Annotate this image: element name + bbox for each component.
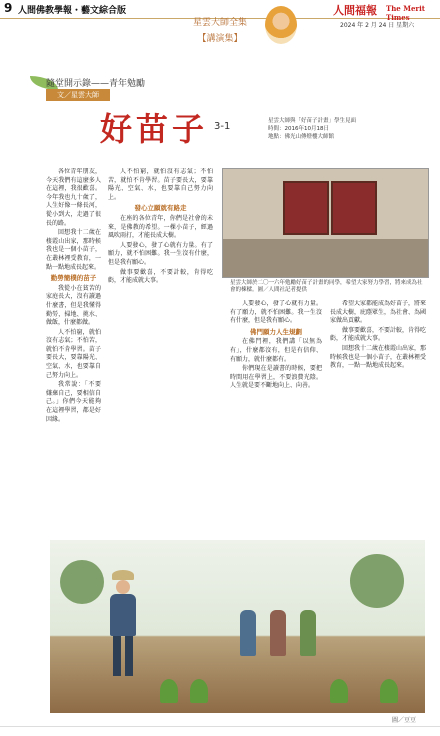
child-figure [300, 610, 316, 656]
tree-shape [60, 560, 104, 604]
paragraph: 希望大家都能成為好苗子，將來長成大樹，庇蔭眾生，為社會、為國家做出貢獻。 [330, 300, 426, 325]
photo-floor [223, 239, 428, 277]
photo-caption: 星雲大師於二〇一六年勉勵好苗子計畫的同學，希望大家努力學習，將來成為社會的棟樑。圖／人間社記者提供 [230, 280, 423, 294]
article-title: 好苗子 [100, 110, 209, 148]
paragraph: 人要發心，發了心就有力量。有了願力，就不怕困難。我一生沒有什麼，但是我有願心。 [230, 300, 322, 325]
paragraph: 各位青年朋友，今天我們有這麼多人在這裡，我很歡喜。今年我也九十歲了，人生好像一條長河，從小到大，走過了很長的路。 [46, 168, 101, 227]
meta-line: 時間：2016年10月18日 [268, 126, 329, 132]
article-kicker: 隨堂開示錄——青年勉勵 [46, 79, 146, 89]
series-title: 星雲大師全集 [192, 18, 247, 28]
paragraph: 我常說：「不要嫌棄自己，要相信自己。」你們今天能夠在這裡學習，都是好因緣。 [46, 381, 101, 423]
child-figure [240, 610, 256, 656]
dateline: 2024 年 2 月 24 日 星期六 [340, 22, 415, 29]
section-subhead: 勤勞簡樸的苗子 [50, 274, 97, 283]
body-column-2 [108, 168, 213, 538]
section-subhead: 發心立願就有路走 [134, 204, 187, 213]
farm-illustration [50, 540, 425, 713]
tree-shape [350, 554, 404, 608]
section-subhead: 佛門願力人生規劃 [250, 327, 302, 336]
illustration-credit: 圖／豆豆 [392, 717, 417, 724]
event-photo [222, 168, 429, 278]
paragraph: 我從小在貧苦的家庭長大，沒有讀過什麼書，但是我懂得勤勞，掃地、挑水、做飯，什麼都做。 [46, 284, 101, 327]
paragraph: 在佛門裡，我們講「以無為有」，什麼都沒有，但是有信仰、有願力，就什麼都有。 [230, 338, 322, 363]
seedling-shape [190, 679, 208, 703]
page-number: 9 [4, 1, 13, 15]
paragraph: 做事要歡喜，不要計較，肯得吃虧，才能成就大事。 [108, 268, 213, 285]
series-subtitle: 【講演集】 [197, 34, 243, 44]
paragraph: 在座的各位青年，你們是社會的未來，是佛教的希望。一棵小苗子，經過風吹雨打，才能長成大樹。 [108, 214, 213, 240]
master-portrait-image [265, 6, 297, 44]
child-figure [270, 610, 286, 656]
paragraph: 人要發心，發了心就有力量。有了願力，就不怕困難。我一生沒有什麼，但是我有願心。 [108, 241, 213, 266]
page-name: 人間佛教學報・藝文綜合版 [18, 6, 127, 16]
newspaper-logo-en: The Merit Times [386, 4, 425, 22]
seedling-shape [380, 679, 398, 703]
photo-panel [283, 181, 329, 235]
paragraph: 人不怕窮，就怕沒有志氣；不怕苦，就怕不肯學習。苗子要長大，要靠陽光、空氣、水，也要靠自己努力向上。 [108, 168, 213, 201]
article-meta [268, 117, 436, 141]
farmer-figure [106, 570, 140, 680]
newspaper-logo: 人間福報 [333, 4, 377, 17]
body-column-3 [230, 300, 322, 538]
meta-line: 地點：佛光山傳燈樓大師館 [268, 134, 335, 140]
paragraph: 回想我十二歲在棲霞山出家，那時候我也是一個小苗子，在叢林裡受教育，一點一點地成長起來。 [330, 344, 426, 370]
body-column-4 [330, 300, 426, 538]
paragraph: 人不怕窮，就怕沒有志氣；不怕苦，就怕不肯學習。苗子要長大，要靠陽光、空氣、水，也要靠自己努力向上。 [46, 328, 101, 379]
meta-line: 星雲大師與「好苗子計畫」學生見面 [268, 118, 357, 124]
article-part: 3-1 [214, 121, 231, 132]
seedling-shape [330, 679, 348, 703]
photo-panel [331, 181, 377, 235]
paragraph: 你們現在是讀書的時候，要把時間用在學習上，不要浪費光陰。人生就是要不斷地向上、向善。 [230, 365, 322, 390]
paragraph: 回想我十二歲在棲霞山出家，那時候我也是一個小苗子，在叢林裡受教育，一點一點地成長起來。 [46, 229, 101, 271]
seedling-shape [160, 679, 178, 703]
paragraph: 做事要歡喜，不要計較，肯得吃虧，才能成就大事。 [330, 326, 426, 343]
body-column-1 [46, 168, 101, 538]
author-badge: 文／星雲大師 [46, 89, 110, 101]
